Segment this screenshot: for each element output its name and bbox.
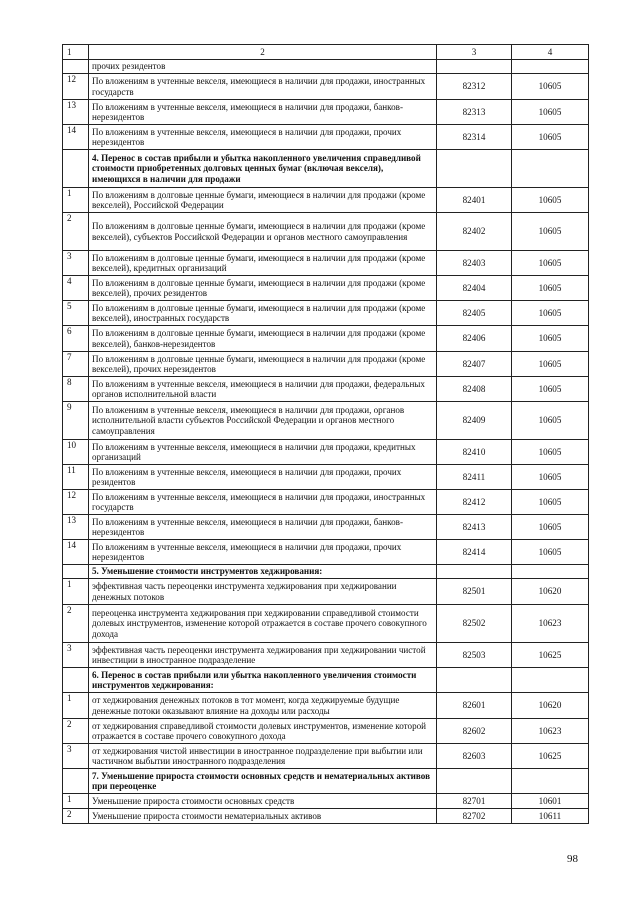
account-code: 82502 xyxy=(437,605,512,643)
table-row xyxy=(63,276,589,301)
row-number: 12 xyxy=(63,74,89,100)
row-number: 14 xyxy=(63,540,89,565)
table-row xyxy=(63,74,589,100)
row-number: 8 xyxy=(63,377,89,402)
row-number: 10 xyxy=(63,440,89,465)
account-code: 82402 xyxy=(437,213,512,251)
row-description: По вложениям в долговые ценные бумаги, имеющиеся в наличии для продажи (кроме векселей), банков-нерезидентов xyxy=(89,326,437,352)
symbol-code: 10605 xyxy=(512,213,589,251)
account-code: 82313 xyxy=(437,100,512,125)
row-number: 4 xyxy=(63,276,89,301)
row-description: По вложениям в учтенные векселя, имеющиеся в наличии для продажи, кредитных организаций xyxy=(89,440,437,465)
table-row xyxy=(63,605,589,643)
table-row xyxy=(63,809,589,824)
section-heading-row xyxy=(63,668,589,693)
row-description: По вложениям в долговые ценные бумаги, имеющиеся в наличии для продажи (кроме векселей), прочих нерезидентов xyxy=(89,352,437,377)
header-col-4: 4 xyxy=(512,45,589,60)
account-code: 82407 xyxy=(437,352,512,377)
table-row xyxy=(63,794,589,809)
row-description: По вложениям в долговые ценные бумаги, имеющиеся в наличии для продажи (кроме векселей), Российской Федерации xyxy=(89,188,437,213)
account-code: 82601 xyxy=(437,693,512,719)
symbol-code: 10605 xyxy=(512,402,589,440)
row-description: от хеджирования денежных потоков в тот момент, когда хеджируемые будущие денежные потоки оказывают влияние на доходы или расходы xyxy=(89,693,437,719)
account-code: 82410 xyxy=(437,440,512,465)
row-number: 13 xyxy=(63,100,89,125)
account-code: 82701 xyxy=(437,794,512,809)
table-row xyxy=(63,377,589,402)
symbol-code xyxy=(512,769,589,794)
symbol-code: 10605 xyxy=(512,251,589,276)
row-description: Уменьшение прироста стоимости нематериальных активов xyxy=(89,809,437,824)
accounts-table xyxy=(62,44,589,824)
account-code: 82501 xyxy=(437,579,512,605)
account-code: 82409 xyxy=(437,402,512,440)
row-number: 2 xyxy=(63,809,89,824)
account-code: 82314 xyxy=(437,125,512,150)
row-description: По вложениям в учтенные векселя, имеющиеся в наличии для продажи, федеральных органов исполнительной власти xyxy=(89,377,437,402)
account-code: 82403 xyxy=(437,251,512,276)
symbol-code: 10605 xyxy=(512,440,589,465)
account-code: 82401 xyxy=(437,188,512,213)
table-row xyxy=(63,213,589,251)
table-row xyxy=(63,465,589,490)
table-row xyxy=(63,719,589,744)
symbol-code: 10620 xyxy=(512,693,589,719)
symbol-code: 10625 xyxy=(512,643,589,668)
document-page xyxy=(62,44,588,824)
row-description: 6. Перенос в состав прибыли или убытка накопленного увеличения стоимости инструментов хеджирования: xyxy=(89,668,437,693)
row-description: По вложениям в учтенные векселя, имеющиеся в наличии для продажи, прочих нерезидентов xyxy=(89,125,437,150)
table-header-row xyxy=(63,45,589,60)
symbol-code: 10623 xyxy=(512,719,589,744)
symbol-code: 10605 xyxy=(512,377,589,402)
row-description: По вложениям в учтенные векселя, имеющиеся в наличии для продажи, прочих нерезидентов xyxy=(89,540,437,565)
symbol-code: 10620 xyxy=(512,579,589,605)
table-row xyxy=(63,579,589,605)
symbol-code: 10623 xyxy=(512,605,589,643)
account-code: 82412 xyxy=(437,490,512,515)
symbol-code: 10625 xyxy=(512,744,589,769)
account-code xyxy=(437,565,512,579)
symbol-code xyxy=(512,565,589,579)
symbol-code xyxy=(512,60,589,74)
account-code: 82503 xyxy=(437,643,512,668)
row-description: По вложениям в долговые ценные бумаги, имеющиеся в наличии для продажи (кроме векселей), кредитных организаций xyxy=(89,251,437,276)
table-row xyxy=(63,440,589,465)
row-number: 3 xyxy=(63,251,89,276)
symbol-code: 10605 xyxy=(512,301,589,326)
header-col-1: 1 xyxy=(63,45,89,60)
row-description: эффективная часть переоценки инструмента хеджирования при хеджировании чистой инвестиции в иностранное подразделение xyxy=(89,643,437,668)
row-description: По вложениям в учтенные векселя, имеющиеся в наличии для продажи, органов исполнительной власти субъектов Российской Федерации и органов местного самоуправления xyxy=(89,402,437,440)
section-heading-row xyxy=(63,769,589,794)
account-code: 82602 xyxy=(437,719,512,744)
row-description: По вложениям в учтенные векселя, имеющиеся в наличии для продажи, иностранных государств xyxy=(89,490,437,515)
account-code xyxy=(437,150,512,188)
table-row xyxy=(63,643,589,668)
symbol-code: 10605 xyxy=(512,326,589,352)
symbol-code: 10605 xyxy=(512,188,589,213)
row-number xyxy=(63,668,89,693)
row-number: 1 xyxy=(63,579,89,605)
header-col-2: 2 xyxy=(89,45,437,60)
row-description: от хеджирования чистой инвестиции в иностранное подразделение при выбытии или частичном выбытии иностранного подразделения xyxy=(89,744,437,769)
row-number: 1 xyxy=(63,188,89,213)
header-col-3: 3 xyxy=(437,45,512,60)
account-code: 82603 xyxy=(437,744,512,769)
row-number: 6 xyxy=(63,326,89,352)
row-description: переоценка инструмента хеджирования при хеджировании справедливой стоимости долевых инструментов, изменение которой отражается в составе прочего совокупного дохода xyxy=(89,605,437,643)
section-heading-row xyxy=(63,150,589,188)
table-row xyxy=(63,100,589,125)
page-number: 98 xyxy=(567,853,578,865)
section-heading-row xyxy=(63,565,589,579)
row-description: По вложениям в долговые ценные бумаги, имеющиеся в наличии для продажи (кроме векселей), прочих резидентов xyxy=(89,276,437,301)
row-description: Уменьшение прироста стоимости основных средств xyxy=(89,794,437,809)
row-number: 12 xyxy=(63,490,89,515)
symbol-code: 10605 xyxy=(512,125,589,150)
row-description: эффективная часть переоценки инструмента хеджирования при хеджировании денежных потоков xyxy=(89,579,437,605)
table-row xyxy=(63,490,589,515)
symbol-code: 10605 xyxy=(512,74,589,100)
account-code: 82702 xyxy=(437,809,512,824)
symbol-code: 10605 xyxy=(512,352,589,377)
row-number: 5 xyxy=(63,301,89,326)
account-code xyxy=(437,769,512,794)
table-row xyxy=(63,402,589,440)
row-description: от хеджирования справедливой стоимости долевых инструментов, изменение которой отражается в составе прочего совокупного дохода xyxy=(89,719,437,744)
row-description: По вложениям в долговые ценные бумаги, имеющиеся в наличии для продажи (кроме векселей), иностранных государств xyxy=(89,301,437,326)
table-row xyxy=(63,326,589,352)
row-number: 13 xyxy=(63,515,89,540)
row-description: По вложениям в учтенные векселя, имеющиеся в наличии для продажи, прочих резидентов xyxy=(89,465,437,490)
row-number: 2 xyxy=(63,719,89,744)
table-row xyxy=(63,744,589,769)
symbol-code xyxy=(512,668,589,693)
row-number xyxy=(63,565,89,579)
row-number: 11 xyxy=(63,465,89,490)
symbol-code: 10605 xyxy=(512,515,589,540)
row-description: 5. Уменьшение стоимости инструментов хеджирования: xyxy=(89,565,437,579)
row-number: 2 xyxy=(63,605,89,643)
account-code: 82406 xyxy=(437,326,512,352)
account-code: 82414 xyxy=(437,540,512,565)
table-row xyxy=(63,301,589,326)
row-number: 7 xyxy=(63,352,89,377)
account-code xyxy=(437,60,512,74)
table-row xyxy=(63,693,589,719)
table-row xyxy=(63,540,589,565)
symbol-code xyxy=(512,150,589,188)
table-row xyxy=(63,515,589,540)
symbol-code: 10605 xyxy=(512,540,589,565)
symbol-code: 10611 xyxy=(512,809,589,824)
account-code: 82312 xyxy=(437,74,512,100)
account-code: 82405 xyxy=(437,301,512,326)
row-number xyxy=(63,150,89,188)
row-number xyxy=(63,769,89,794)
account-code: 82404 xyxy=(437,276,512,301)
symbol-code: 10605 xyxy=(512,276,589,301)
table-row xyxy=(63,188,589,213)
row-description: 4. Перенос в состав прибыли и убытка накопленного увеличения справедливой стоимости приобретенных долговых ценных бумаг (включая векселя), имеющихся в наличии для продажи xyxy=(89,150,437,188)
account-code xyxy=(437,668,512,693)
row-number: 1 xyxy=(63,693,89,719)
symbol-code: 10605 xyxy=(512,465,589,490)
symbol-code: 10605 xyxy=(512,490,589,515)
row-number xyxy=(63,60,89,74)
row-description: 7. Уменьшение прироста стоимости основных средств и нематериальных активов при переоценке xyxy=(89,769,437,794)
account-code: 82411 xyxy=(437,465,512,490)
row-description: По вложениям в учтенные векселя, имеющиеся в наличии для продажи, иностранных государств xyxy=(89,74,437,100)
row-number: 2 xyxy=(63,213,89,251)
row-number: 9 xyxy=(63,402,89,440)
row-description: прочих резидентов xyxy=(89,60,437,74)
symbol-code: 10605 xyxy=(512,100,589,125)
row-number: 3 xyxy=(63,643,89,668)
table-row xyxy=(63,125,589,150)
table-row xyxy=(63,60,589,74)
account-code: 82408 xyxy=(437,377,512,402)
row-description: По вложениям в долговые ценные бумаги, имеющиеся в наличии для продажи (кроме векселей), субъектов Российской Федерации и органов местного самоуправления xyxy=(89,213,437,251)
table-row xyxy=(63,251,589,276)
row-number: 1 xyxy=(63,794,89,809)
account-code: 82413 xyxy=(437,515,512,540)
table-body xyxy=(63,60,589,824)
table-row xyxy=(63,352,589,377)
symbol-code: 10601 xyxy=(512,794,589,809)
row-number: 14 xyxy=(63,125,89,150)
row-description: По вложениям в учтенные векселя, имеющиеся в наличии для продажи, банков-нерезидентов xyxy=(89,515,437,540)
row-number: 3 xyxy=(63,744,89,769)
row-description: По вложениям в учтенные векселя, имеющиеся в наличии для продажи, банков-нерезидентов xyxy=(89,100,437,125)
